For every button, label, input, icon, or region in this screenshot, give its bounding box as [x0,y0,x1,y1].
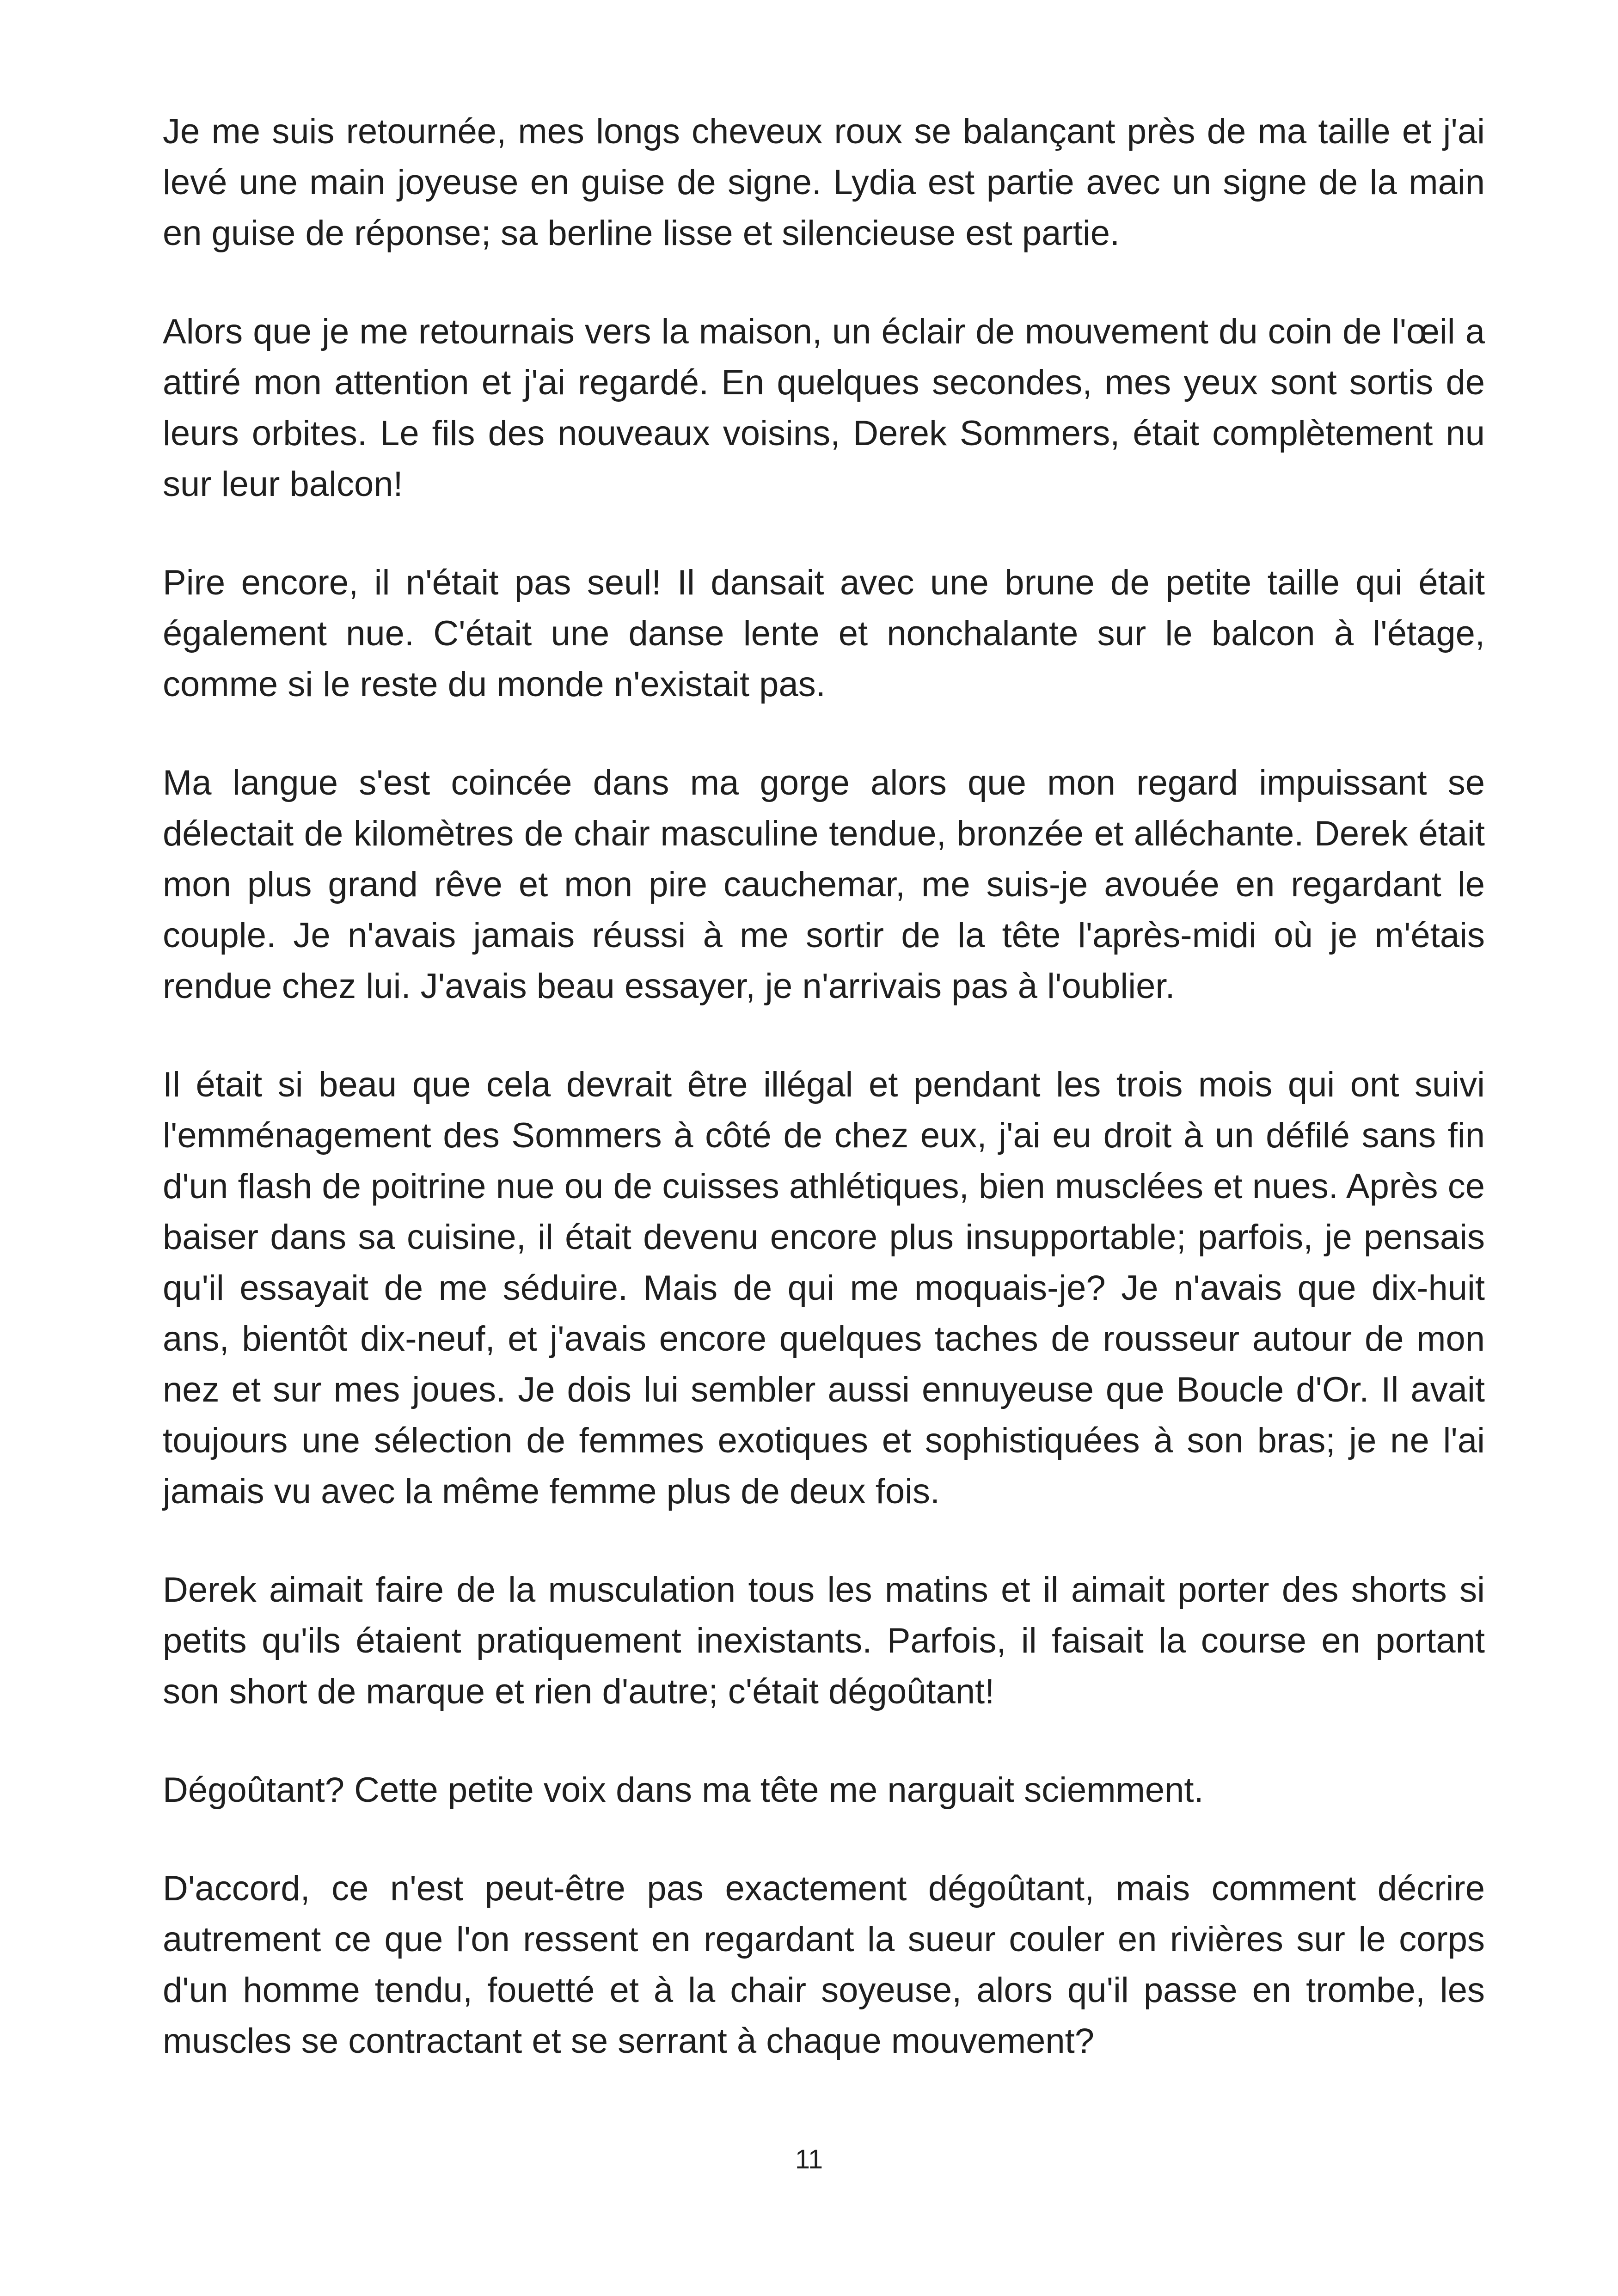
body-text [163,106,1485,2114]
paragraph: Alors que je me retournais vers la maison, un éclair de mouvement du coin de l'œil a attiré mon attention et j'ai regardé. En quelques secondes, mes yeux sont sortis de leurs orbites. Le fils des nouveaux voisins, Derek Sommers, était complètement nu sur leur balcon! [163,312,1485,504]
paragraph: Pire encore, il n'était pas seul! Il dansait avec une brune de petite taille qui était également nue. C'était une danse lente et nonchalante sur le balcon à l'étage, comme si le reste du monde n'existait pas. [163,563,1485,704]
page-number: 11 [795,2144,823,2174]
paragraph: Dégoûtant? Cette petite voix dans ma tête me narguait sciemment. [163,1770,1204,1810]
paragraph: Ma langue s'est coincée dans ma gorge alors que mon regard impuissant se délectait de kilomètres de chair masculine tendue, bronzée et alléchante. Derek était mon plus grand rêve et mon pire cauchemar, me suis-je avouée en regardant le couple. Je n'avais jamais réussi à me sortir de la tête l'après-midi où je m'étais rendue chez lui. J'avais beau essayer, je n'arrivais pas à l'oublier. [163,763,1485,1006]
paragraph: Derek aimait faire de la musculation tous les matins et il aimait porter des shorts si petits qu'ils étaient pratiquement inexistants. Parfois, il faisait la course en portant son short de marque et rien d'autre; c'était dégoûtant! [163,1570,1485,1711]
paragraph: D'accord, ce n'est peut-être pas exactement dégoûtant, mais comment décrire autrement ce que l'on ressent en regardant la sueur couler en rivières sur le corps d'un homme tendu, fouetté et à la chair soyeuse, alors qu'il passe en trombe, les muscles se contractant et se serrant à chaque mouvement? [163,1869,1485,2061]
paragraph: Je me suis retournée, mes longs cheveux roux se balançant près de ma taille et j'ai levé une main joyeuse en guise de signe. Lydia est partie avec un signe de la main en guise de réponse; sa berline lisse et silencieuse est partie. [163,112,1485,253]
paragraph: Il était si beau que cela devrait être illégal et pendant les trois mois qui ont suivi l'emménagement des Sommers à côté de chez eux, j'ai eu droit à un défilé sans fin d'un flash de poitrine nue ou de cuisses athlétiques, bien musclées et nues. Après ce baiser dans sa cuisine, il était devenu encore plus insupportable; parfois, je pensais qu'il essayait de me séduire. Mais de qui me moquais-je? Je n'avais que dix-huit ans, bientôt dix-neuf, et j'avais encore quelques taches de rousseur autour de mon nez et sur mes joues. Je dois lui sembler aussi ennuyeuse que Boucle d'Or. Il avait toujours une sélection de femmes exotiques et sophistiquées à son bras; je ne l'ai jamais vu avec la même femme plus de deux fois. [163,1065,1485,1511]
